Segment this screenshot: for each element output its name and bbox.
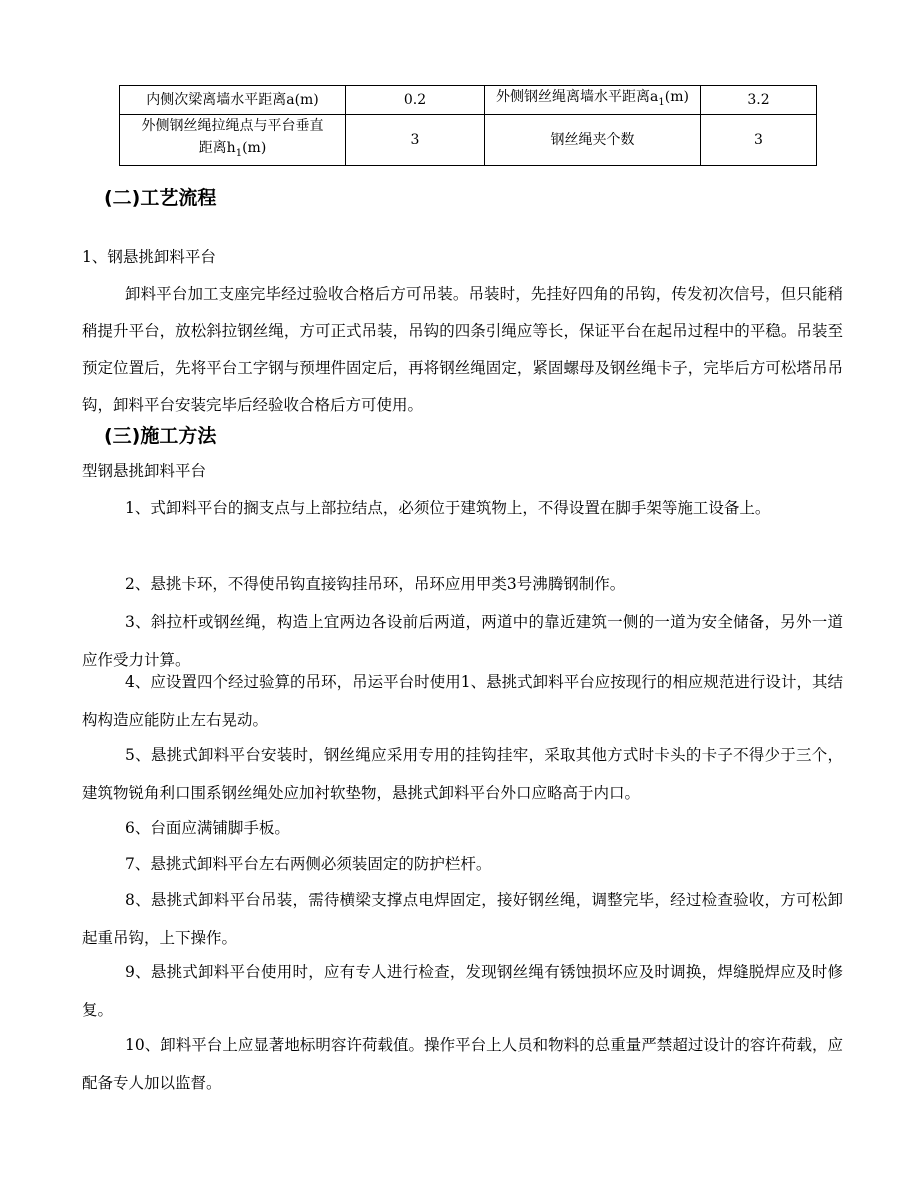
rope-clip-count-value: 3: [754, 131, 763, 148]
method-subtitle: 型钢悬挑卸料平台: [82, 462, 207, 480]
method-item-3: 3、斜拉杆或钢丝绳，构造上宜两边各设前后两道，两道中的靠近建筑一侧的一道为安全储备，另外一道应作受力计算。: [82, 613, 843, 669]
table-cell: [120, 114, 346, 165]
section-heading-method: (三)施工方法: [104, 425, 217, 447]
method-item-1: 1、式卸料平台的搁支点与上部拉结点，必须位于建筑物上，不得设置在脚手架等施工设备上。: [125, 499, 771, 517]
rope-vertical-distance-value: 3: [410, 131, 420, 148]
method-item-5: 5、悬挑式卸料平台安装时，钢丝绳应采用专用的挂钩挂牢，采取其他方式时卡头的卡子不得少于三个，建筑物锐角利口围系钢丝绳处应加衬软垫物，悬挑式卸料平台外口应略高于内口。: [82, 746, 843, 802]
table-cell: [120, 86, 346, 115]
method-item-9: 9、悬挑式卸料平台使用时，应有专人进行检查，发现钢丝绳有锈蚀损坏应及时调换，焊缝脱焊应及时修复。: [82, 963, 843, 1019]
outer-rope-distance-label: 外侧钢丝绳离墙水平距离$a_1(m)$: [496, 89, 689, 108]
method-item-2: 2、悬挑卡环，不得使吊钩直接钩挂吊环，吊环应用甲类3号沸腾钢制作。: [125, 575, 626, 593]
item-title: 1、钢悬挑卸料平台: [82, 248, 216, 266]
table-cell: [701, 114, 817, 165]
table-cell: [346, 114, 485, 165]
inner-beam-distance-label: 内侧次梁离墙水平距离a(m): [146, 91, 319, 108]
rope-vertical-distance-label: 外侧钢丝绳拉绳点与平台垂直 距离$h_1(m)$: [141, 117, 324, 159]
section-heading-process: (二)工艺流程: [104, 187, 217, 209]
table-cell: [485, 86, 701, 115]
outer-rope-distance-value: 3.2: [747, 91, 770, 108]
rope-clip-count-label: 钢丝绳夹个数: [550, 131, 635, 148]
method-item-6: 6、台面应满铺脚手板。: [125, 819, 290, 837]
method-item-7: 7、悬挑式卸料平台左右两侧必须装固定的防护栏杆。: [125, 855, 492, 873]
method-item-10: 10、卸料平台上应显著地标明容许荷载值。操作平台上人员和物料的总重量严禁超过设计的容许荷载，应配备专人加以监督。: [82, 1036, 843, 1092]
table-cell: [701, 86, 817, 115]
table-row: [120, 114, 817, 165]
method-item-8: 8、悬挑式卸料平台吊装，需待横梁支撑点电焊固定，接好钢丝绳，调整完毕，经过检查验收，方可松卸起重吊钩，上下操作。: [82, 891, 843, 947]
table-row: [120, 86, 817, 115]
table-cell: [485, 114, 701, 165]
process-paragraph: 卸料平台加工支座完毕经过验收合格后方可吊装。吊装时，先挂好四角的吊钩，传发初次信号，但只能稍稍提升平台，放松斜拉钢丝绳，方可正式吊装，吊钩的四条引绳应等长，保证平台在起吊过程中的平稳。吊装至预定位置后，先将平台工字钢与预埋件固定后，再将钢丝绳固定，紧固螺母及钢丝绳卡子，完毕后方可松塔吊吊钩，卸料平台安装完毕后经验收合格后方可使用。: [82, 285, 843, 414]
parameter-table: [119, 85, 817, 166]
table-cell: [346, 86, 485, 115]
method-item-4: 4、应设置四个经过验算的吊环，吊运平台时使用1、悬挑式卸料平台应按现行的相应规范进行设计，其结构构造应能防止左右晃动。: [82, 673, 843, 729]
inner-beam-distance-value: 0.2: [403, 91, 427, 108]
